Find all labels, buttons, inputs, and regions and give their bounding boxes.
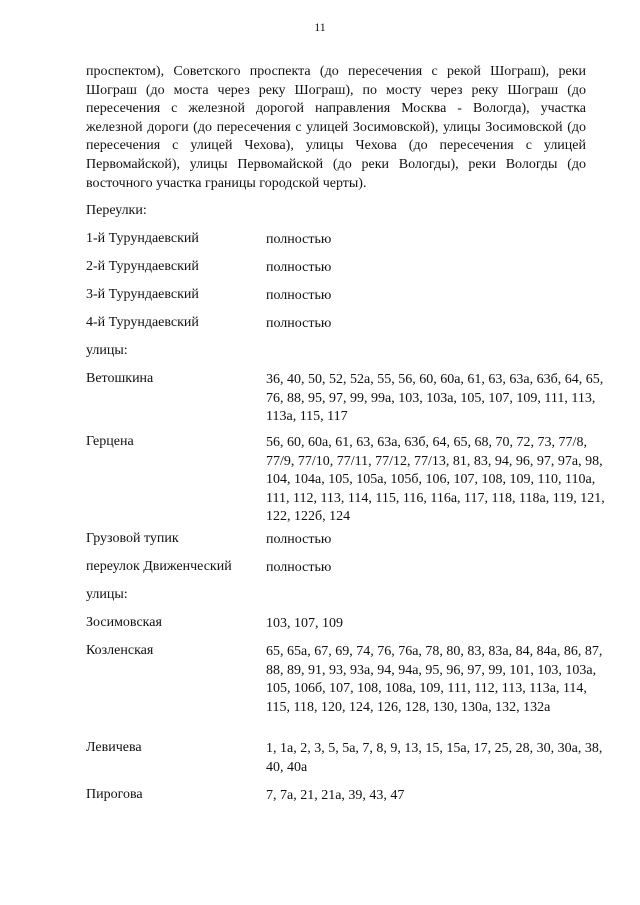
lane-name: 3-й Турундаевский <box>86 287 199 302</box>
house-numbers: 1, 1а, 2, 3, 5, 5а, 7, 8, 9, 13, 15, 15а, 17, 25, 28, 30, 30а, 38, 40, 40а <box>266 741 603 775</box>
house-numbers: 65, 65а, 67, 69, 74, 76, 76а, 78, 80, 83, 83а, 84, 84а, 86, 87, 88, 89, 91, 93, 93а, 94, 94а, 95, 96, 97, 99, 101, 103, 103а, 105, 106б, 107, 108, 108а, 109, 111, 112, 113, 113а, 114, 115, 118, 120, 124, 126, 128, 130, 130а, 132, 132а <box>266 644 603 715</box>
lanes-heading: Переулки: <box>86 203 147 218</box>
street-name: Козленская <box>86 643 154 658</box>
lane-name: 2-й Турундаевский <box>86 259 199 274</box>
street-name: переулок Движенческий <box>86 559 232 574</box>
street-name: Левичева <box>86 740 142 755</box>
street-name: Пирогова <box>86 787 143 802</box>
page-number: 11 <box>314 20 326 34</box>
lane-value: полностью <box>266 232 332 247</box>
lane-value: полностью <box>266 288 332 303</box>
lane-name: 1-й Турундаевский <box>86 231 199 246</box>
house-numbers: полностью <box>266 532 332 547</box>
street-name: Грузовой тупик <box>86 531 179 546</box>
street-name: Зосимовская <box>86 615 162 630</box>
street-name: Ветошкина <box>86 371 154 386</box>
house-numbers: 36, 40, 50, 52, 52а, 55, 56, 60, 60а, 61, 63, 63а, 63б, 64, 65, 76, 88, 95, 97, 99, 99а, 103, 103а, 105, 107, 109, 111, 113, 113а, 115, 117 <box>266 372 604 424</box>
lane-value: полностью <box>266 316 332 331</box>
house-numbers: 7, 7а, 21, 21а, 39, 43, 47 <box>266 788 405 803</box>
house-numbers: 56, 60, 60а, 61, 63, 63а, 63б, 64, 65, 68, 70, 72, 73, 77/8, 77/9, 77/10, 77/11, 77/12, 77/13, 81, 83, 94, 96, 97, 97а, 98, 104, 104а, 105, 105а, 105б, 106, 107, 108, 109, 110, 110а, 111, 112, 113, 114, 115, 116, 116а, 117, 118, 118а, 119, 121, 122, 122б, 124 <box>266 435 605 524</box>
street-name: Герцена <box>86 434 134 449</box>
house-numbers: 103, 107, 109 <box>266 616 343 631</box>
lane-value: полностью <box>266 260 332 275</box>
house-numbers: полностью <box>266 560 332 575</box>
lane-name: 4-й Турундаевский <box>86 315 199 330</box>
streets-heading: улицы: <box>86 587 128 602</box>
streets-heading: улицы: <box>86 343 128 358</box>
intro-paragraph: проспектом), Советского проспекта (до пересечения с рекой Шограш), реки Шограш (до моста через реку Шограш), по мосту через реку Шограш (до пересечения с железной дорогой направления Москва - Вологда), участка железной дороги (до пересечения с улицей Зосимовской), улицы Зосимовской (до пересечения с улицей Чехова), улицы Чехова (до пересечения с улицей Первомайской), улицы Первомайской (до реки Вологды), реки Вологды (до восточного участка границы городской черты). <box>86 64 586 191</box>
